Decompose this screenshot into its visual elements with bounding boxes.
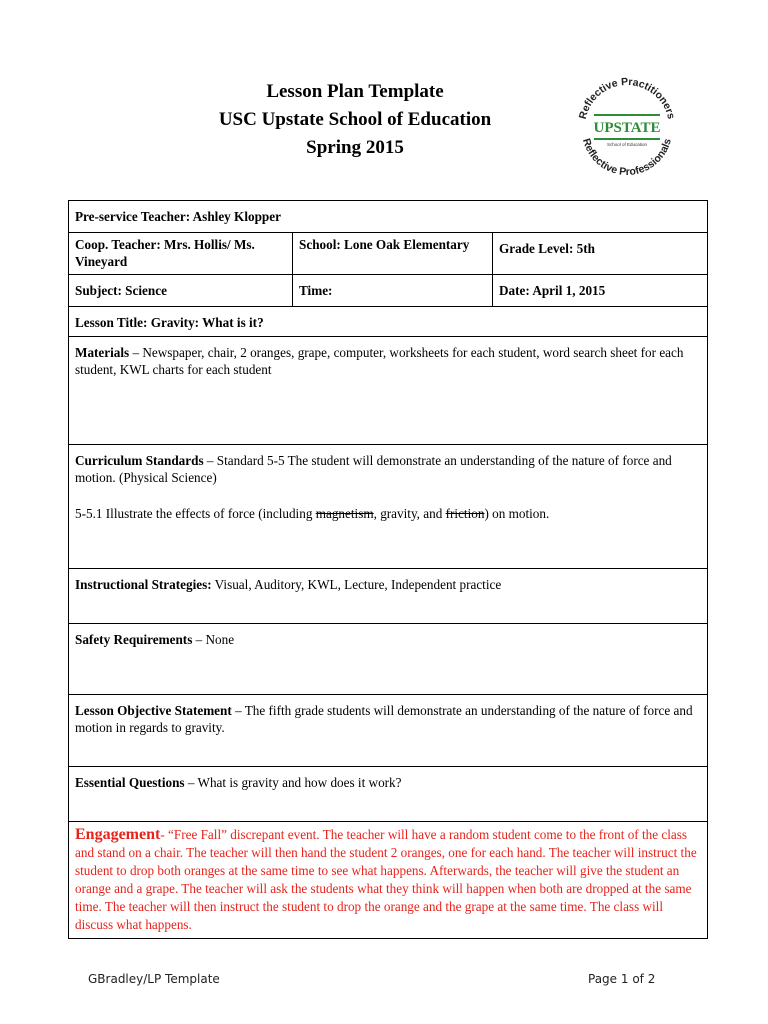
row-safety: [69, 624, 708, 695]
row-materials: [69, 337, 708, 445]
row-standards: [69, 445, 708, 569]
time: Time:: [293, 275, 493, 307]
header-line-2: USC Upstate School of Education: [218, 109, 492, 130]
safety-cell: [69, 624, 708, 695]
standards-sub: 5-5.1 Illustrate the effects of force (including magnetism, gravity, and friction) on motion.: [75, 506, 550, 521]
row-strategies: [69, 569, 708, 624]
engagement-text: - “Free Fall” discrepant event. The teacher will have a random student come to the front of the class and stand on a chair. The teacher will then hand the student 2 oranges, one for each hand. The teacher will instruct the student to drop both oranges at the same time to see what happens. Afterwards, the teacher will give the student an orange and a grape. The teacher will ask the students what they think will happen when both are dropped at the same time. The teacher will then instruct the student to drop the orange and the grape at the same time. The class will discuss what happens.: [75, 827, 697, 932]
subject: Subject: Science: [69, 275, 293, 307]
strategies-text: Visual, Auditory, KWL, Lecture, Independent practice: [211, 577, 502, 592]
seal-subtitle: School of Education: [606, 142, 648, 147]
objective-label: Lesson Objective Statement: [75, 703, 232, 718]
coop-teacher: Coop. Teacher: Mrs. Hollis/ Ms. Vineyard: [69, 233, 293, 275]
svg-text:Reflective Practitioners: [577, 76, 677, 121]
standards-label: Curriculum Standards: [75, 453, 204, 468]
objective-text: – The fifth grade students will demonstrate an understanding of the nature of force and motion in regards to gravity.: [75, 703, 693, 735]
struck-friction: friction: [445, 506, 485, 521]
struck-magnetism: magnetism: [315, 506, 374, 521]
engagement-label: Engagement: [75, 826, 161, 843]
lesson-plan-table: [68, 200, 708, 939]
questions-cell: [69, 767, 708, 822]
seal-bottom-text: Reflective Professionals: [580, 137, 674, 179]
row-lesson-title: [69, 307, 708, 337]
seal-brand: UPSTATE: [593, 120, 661, 136]
materials-text: – Newspaper, chair, 2 oranges, grape, computer, worksheets for each student, word search sheet for each student, KWL charts for each student: [75, 345, 684, 377]
footer-page-number: Page 1 of 2: [588, 972, 656, 986]
objective-cell: [69, 695, 708, 767]
strategies-cell: [69, 569, 708, 624]
row-subject: [69, 275, 708, 307]
lesson-title: Lesson Title: Gravity: What is it?: [69, 307, 708, 337]
row-objective: [69, 695, 708, 767]
school: School: Lone Oak Elementary: [293, 233, 493, 275]
header-line-1: Lesson Plan Template: [266, 81, 444, 102]
row-coop: [69, 233, 708, 275]
row-engagement: [69, 822, 708, 939]
grade-level: Grade Level: 5th: [493, 233, 708, 275]
safety-text: – None: [192, 632, 235, 647]
questions-text: – What is gravity and how does it work?: [184, 775, 402, 790]
footer-template-name: GBradley/LP Template: [88, 972, 220, 986]
document-header: [150, 78, 560, 162]
safety-label: Safety Requirements: [75, 632, 193, 647]
standards-cell: [69, 445, 708, 569]
preservice-teacher: Pre-service Teacher: Ashley Klopper: [69, 201, 708, 233]
row-teacher: [69, 201, 708, 233]
upstate-seal-logo: [572, 72, 682, 182]
materials-label: Materials: [75, 345, 130, 360]
date: Date: April 1, 2015: [493, 275, 708, 307]
questions-label: Essential Questions: [75, 775, 185, 790]
engagement-cell: [69, 822, 708, 939]
standards-text: – Standard 5-5 The student will demonstrate an understanding of the nature of force and motion. (Physical Science): [75, 453, 672, 485]
materials-cell: [69, 337, 708, 445]
strategies-label: Instructional Strategies:: [75, 577, 212, 592]
row-questions: [69, 767, 708, 822]
header-line-3: Spring 2015: [306, 137, 404, 158]
seal-top-text: Reflective Practitioners: [576, 75, 678, 121]
